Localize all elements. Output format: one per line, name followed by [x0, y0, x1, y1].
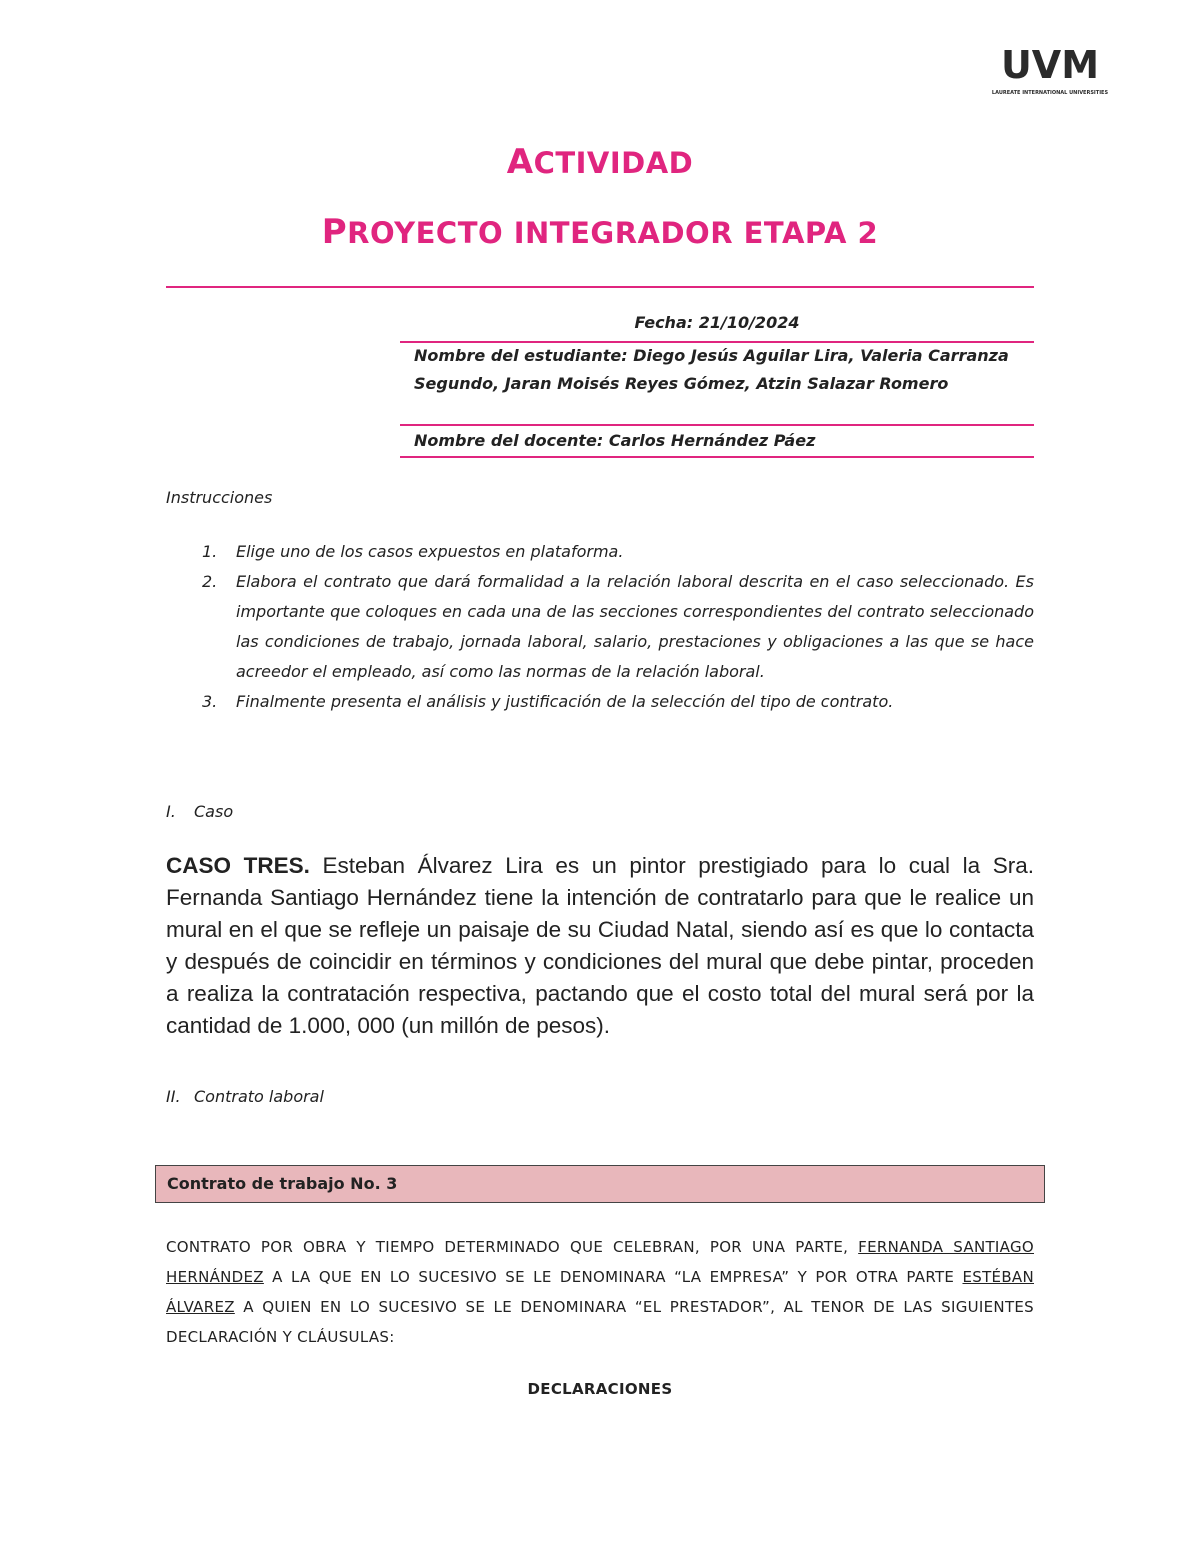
declarations-heading: DECLARACIONES [527, 1380, 673, 1398]
contract-title: Contrato de trabajo No. 3 [167, 1174, 398, 1193]
case-description: CASO TRES. Esteban Álvarez Lira es un pintor prestigiado para lo cual la Sra. Fernanda Santiago Hernández tiene la intención de contratarlo para que le realice un mural en el que se refleje un paisaje de su Ciudad Natal, siendo así es que lo contacta y después de coincidir en términos y condiciones del mural que debe pintar, proceden a realiza la contratación respectiva, pactando que el costo total del mural será por la cantidad de 1.000, 000 (un millón de pesos). [166, 853, 1034, 1038]
page-subtitle: PROYECTO INTEGRADOR ETAPA 2 [321, 212, 879, 252]
section-heading-caso: I. Caso [166, 802, 234, 821]
instructions-list [166, 537, 1034, 717]
meta-divider [400, 456, 1034, 458]
instructions-heading: Instrucciones [166, 488, 273, 507]
page-title: ACTIVIDAD [506, 142, 694, 182]
party-employer: FERNANDA SANTIAGO HERNÁNDEZ [166, 1238, 1034, 1286]
teacher-name: Nombre del docente: Carlos Hernández Páez [414, 431, 816, 450]
title-divider [166, 286, 1034, 288]
student-names: Nombre del estudiante: Diego Jesús Aguilar Lira, Valeria Carranza Segundo, Jaran Moisés Reyes Gómez, Atzin Salazar Romero [414, 346, 1009, 393]
list-item: 2. Elabora el contrato que dará formalidad a la relación laboral descrita en el caso seleccionado. Es importante que coloques en cada una de las secciones correspondientes del contrato seleccionado las condiciones de trabajo, jornada laboral, salario, prestaciones y obligaciones a las que se hace acreedor el empleado, así como las normas de la relación laboral. [202, 572, 1034, 681]
uvm-logo [988, 44, 1112, 100]
date-field: Fecha: 21/10/2024 [634, 313, 800, 332]
party-provider: ESTÉBAN ÁLVAREZ [166, 1268, 1034, 1316]
section-heading-contrato: II. Contrato laboral [166, 1087, 324, 1106]
logo-tagline: LAUREATE INTERNATIONAL UNIVERSITIES [991, 90, 1109, 96]
list-item: 3. Finalmente presenta el análisis y justificación de la selección del tipo de contrato. [202, 692, 894, 711]
logo-wordmark: UVM [1000, 44, 1100, 87]
contract-intro: CONTRATO POR OBRA Y TIEMPO DETERMINADO QUE CELEBRAN, POR UNA PARTE, FERNANDA SANTIAGO HERNÁNDEZ A LA QUE EN LO SUCESIVO SE LE DENOMINARA “LA EMPRESA” Y POR OTRA PARTE ESTÉBAN ÁLVAREZ A QUIEN EN LO SUCESIVO SE LE DENOMINARA “EL PRESTADOR”, AL TENOR DE LAS SIGUIENTES DECLARACIÓN Y CLÁUSULAS: DECLARACIONES [166, 1232, 1034, 1404]
list-item: 1. Elige uno de los casos expuestos en plataforma. [202, 542, 624, 561]
meta-divider [400, 424, 1034, 426]
uvm-logo-mark [988, 44, 1112, 100]
